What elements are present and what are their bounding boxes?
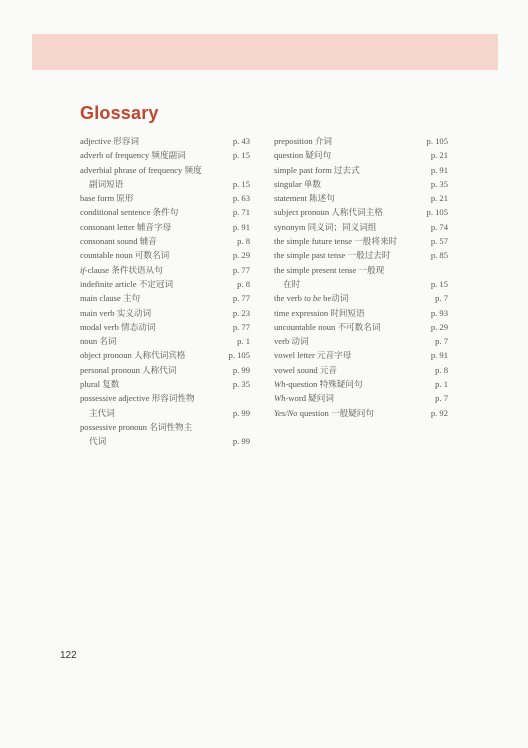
- glossary-page-reference: p. 29: [430, 321, 448, 332]
- glossary-page-reference: p. 43: [232, 136, 250, 146]
- glossary-page-reference: p. 99: [232, 364, 250, 375]
- glossary-page-reference: p. 77: [232, 264, 250, 275]
- glossary-term: possessive adjective 形容词性物: [80, 393, 195, 404]
- glossary-page-reference: p. 74: [430, 221, 448, 232]
- glossary-entry: [274, 291, 448, 305]
- glossary-entry: [274, 234, 448, 248]
- glossary-term: consonant sound 辅音: [80, 236, 157, 247]
- glossary-page-reference: p. 35: [232, 379, 250, 390]
- glossary-term: synonym 同义词；同义词组: [274, 221, 377, 232]
- glossary-entry: [274, 406, 448, 420]
- glossary-term: noun 名词: [80, 336, 117, 347]
- glossary-page-reference: p. 15: [232, 150, 250, 161]
- glossary-entry: [80, 134, 250, 148]
- glossary-term: adverbial phrase of frequency 频度: [80, 164, 202, 175]
- glossary-entry: [80, 234, 250, 248]
- glossary-entry: [274, 134, 448, 148]
- glossary-entry: [80, 377, 250, 391]
- glossary-entry: [274, 220, 448, 234]
- glossary-page-reference: p. 57: [430, 236, 448, 247]
- glossary-page-reference: p. 1: [237, 336, 250, 347]
- glossary-entry: [274, 163, 448, 177]
- glossary-page-reference: p. 7: [435, 393, 448, 404]
- glossary-entry: [80, 148, 250, 162]
- glossary-entry: [80, 348, 250, 362]
- glossary-page-reference: p. 8: [435, 364, 448, 375]
- glossary-page-reference: p. 29: [232, 250, 250, 261]
- glossary-term: Wh-word 疑问词: [274, 393, 334, 404]
- glossary-term-continuation: 副词短语: [89, 178, 124, 189]
- glossary-page-reference: p. 91: [430, 164, 448, 175]
- glossary-term-continuation: 代词: [89, 436, 107, 447]
- glossary-entry: [274, 191, 448, 205]
- glossary-page-reference: p. 8: [237, 278, 250, 289]
- glossary-entry: [274, 177, 448, 191]
- glossary-page-reference: p. 99: [232, 407, 250, 418]
- page-number: 122: [60, 650, 77, 661]
- glossary-column-left: [80, 134, 250, 449]
- glossary-page-reference: p. 21: [430, 193, 448, 204]
- glossary-term: plural 复数: [80, 379, 120, 390]
- glossary-column-right: [274, 134, 448, 420]
- glossary-page-reference: p. 15: [232, 178, 250, 189]
- glossary-entry: [80, 277, 250, 291]
- glossary-page-reference: p. 23: [232, 307, 250, 318]
- glossary-entry: [80, 291, 250, 305]
- glossary-term: Wh-question 特殊疑问句: [274, 379, 363, 390]
- glossary-entry: [80, 306, 250, 320]
- glossary-term: question 疑问句: [274, 150, 332, 161]
- glossary-term: the simple present tense 一般现: [274, 264, 385, 275]
- glossary-term: countable noun 可数名词: [80, 250, 170, 261]
- glossary-page-reference: p. 77: [232, 293, 250, 304]
- glossary-page-reference: p. 7: [435, 293, 448, 304]
- glossary-term: uncountable noun 不可数名词: [274, 321, 381, 332]
- glossary-term-continuation: 在时: [283, 278, 301, 289]
- glossary-term: consonant letter 辅音字母: [80, 221, 172, 232]
- glossary-entry: [80, 163, 250, 192]
- glossary-term: base form 原形: [80, 193, 134, 204]
- glossary-term: indefinite article 不定冠词: [80, 278, 174, 289]
- glossary-term: adverb of frequency 频度副词: [80, 150, 186, 161]
- glossary-term: personal pronoun 人称代词: [80, 364, 177, 375]
- glossary-page-reference: p. 15: [430, 278, 448, 289]
- glossary-page-reference: p. 21: [430, 150, 448, 161]
- glossary-page-reference: p. 85: [430, 250, 448, 261]
- glossary-term: the simple past tense 一般过去时: [274, 250, 391, 261]
- glossary-page-reference: p. 71: [232, 207, 250, 218]
- glossary-term: vowel sound 元音: [274, 364, 338, 375]
- glossary-term: time expression 时间短语: [274, 307, 365, 318]
- glossary-term: statement 陈述句: [274, 193, 335, 204]
- glossary-page-reference: p. 77: [232, 321, 250, 332]
- glossary-entry: [274, 348, 448, 362]
- glossary-entry: [274, 391, 448, 405]
- glossary-term: singular 单数: [274, 178, 322, 189]
- glossary-entry: [274, 148, 448, 162]
- glossary-entry: [80, 191, 250, 205]
- header-banner: [32, 34, 498, 70]
- glossary-entry: [80, 334, 250, 348]
- glossary-term: main clause 主句: [80, 293, 141, 304]
- glossary-page-reference: p. 105: [426, 207, 448, 218]
- glossary-page-reference: p. 99: [232, 436, 250, 447]
- glossary-entry: [274, 306, 448, 320]
- glossary-page-reference: p. 7: [435, 336, 448, 347]
- glossary-term: if-clause 条件状语从句: [80, 264, 163, 275]
- glossary-term: modal verb 情态动词: [80, 321, 156, 332]
- glossary-entry: [80, 391, 250, 420]
- glossary-entry: [274, 205, 448, 219]
- glossary-term: subject pronoun 人称代词主格: [274, 207, 383, 218]
- glossary-term: verb 动词: [274, 336, 309, 347]
- glossary-entry: [274, 320, 448, 334]
- glossary-entry: [274, 334, 448, 348]
- page-title: Glossary: [80, 103, 159, 123]
- glossary-entry: [80, 320, 250, 334]
- glossary-entry: [80, 248, 250, 262]
- glossary-entry: [80, 420, 250, 449]
- glossary-page-reference: p. 91: [232, 221, 250, 232]
- glossary-entry: [274, 248, 448, 262]
- glossary-term: the verb to be be动词: [274, 293, 349, 304]
- glossary-term-continuation: 主代词: [89, 407, 115, 418]
- glossary-entry: [80, 263, 250, 277]
- glossary-term: main verb 实义动词: [80, 307, 152, 318]
- glossary-term: vowel letter 元音字母: [274, 350, 352, 361]
- glossary-page-reference: p. 93: [430, 307, 448, 318]
- glossary-page-reference: p. 105: [426, 136, 448, 146]
- glossary-entry: [80, 220, 250, 234]
- glossary-term: Yes/No question 一般疑问句: [274, 407, 374, 418]
- glossary-term: preposition 介词: [274, 136, 333, 146]
- glossary-page-reference: p. 8: [237, 236, 250, 247]
- glossary-term: adjective 形容词: [80, 136, 139, 146]
- glossary-page-reference: p. 91: [430, 350, 448, 361]
- glossary-page-reference: p. 92: [430, 407, 448, 418]
- glossary-term: simple past form 过去式: [274, 164, 360, 175]
- glossary-entry: [274, 377, 448, 391]
- glossary-term: conditional sentence 条件句: [80, 207, 179, 218]
- glossary-entry: [274, 263, 448, 292]
- glossary-entry: [80, 205, 250, 219]
- glossary-page-reference: p. 105: [228, 350, 250, 361]
- glossary-entry: [274, 363, 448, 377]
- glossary-entry: [80, 363, 250, 377]
- glossary-term: object pronoun 人称代词宾格: [80, 350, 186, 361]
- glossary-term: possessive pronoun 名词性物主: [80, 421, 193, 432]
- glossary-page-reference: p. 1: [435, 379, 448, 390]
- glossary-term: the simple future tense 一般将来时: [274, 236, 398, 247]
- glossary-page-reference: p. 35: [430, 178, 448, 189]
- glossary-page-reference: p. 63: [232, 193, 250, 204]
